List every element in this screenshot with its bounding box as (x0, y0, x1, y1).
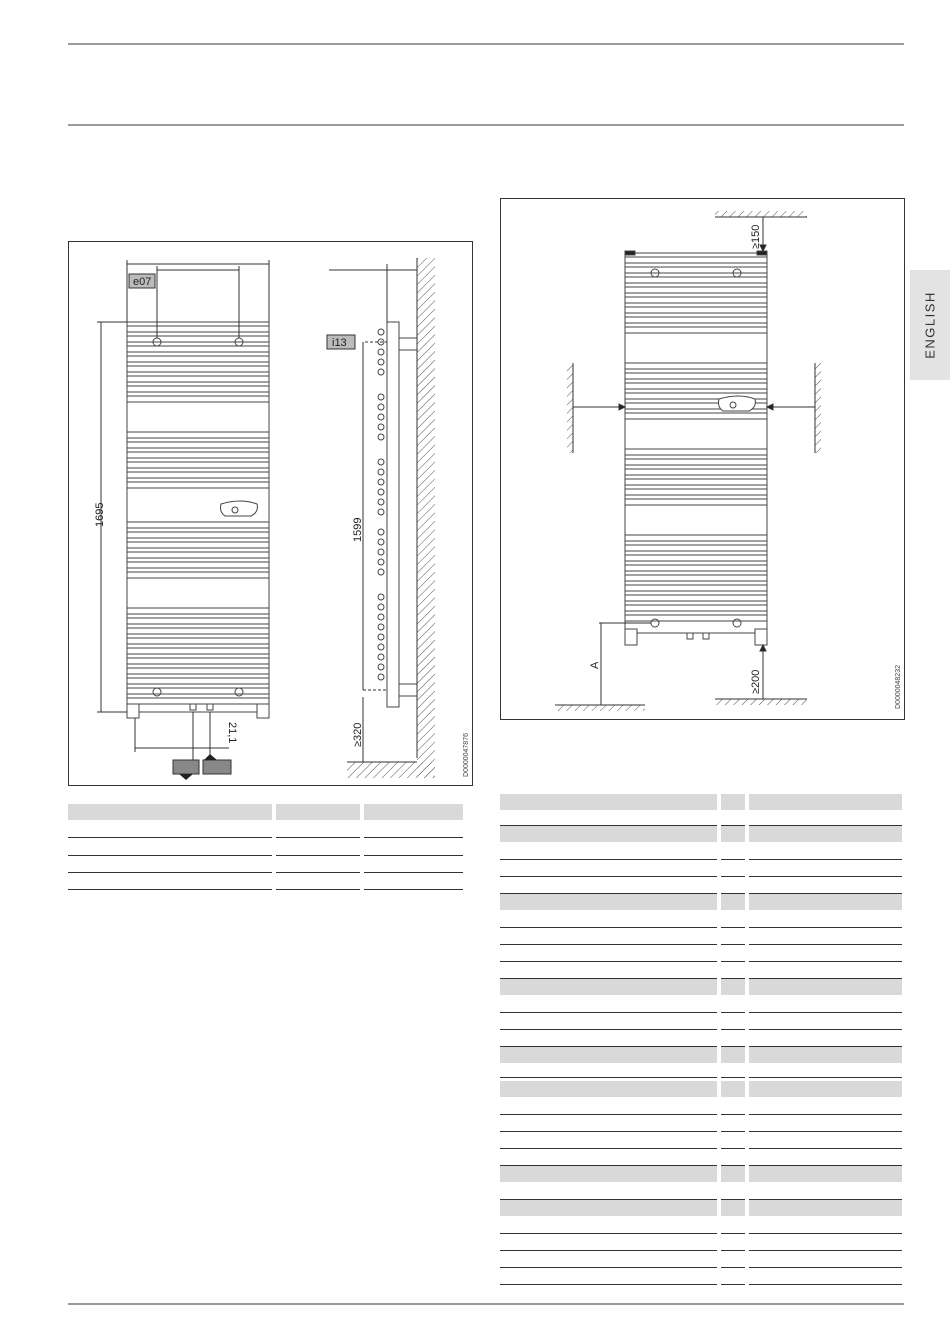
section-band (500, 1081, 902, 1097)
radiator-front-view (127, 322, 269, 718)
section-band (500, 1166, 902, 1182)
return-pipe-marker (203, 760, 231, 774)
drawing-code-left: D0000047876 (463, 733, 470, 777)
table-row (500, 880, 902, 894)
table-row (500, 914, 902, 928)
label-bottom-min-right: ≥200 (750, 669, 762, 694)
label-height-pitch: 1599 (352, 517, 364, 542)
column-gap (717, 794, 721, 1286)
top-rule (68, 43, 904, 45)
table-row (500, 948, 902, 962)
table-row (500, 931, 902, 945)
left-wall-hatch (567, 363, 573, 453)
section-band (500, 979, 902, 995)
supply-pipe-marker (173, 760, 199, 774)
table-row (500, 1254, 902, 1268)
floor-hatch (347, 762, 435, 778)
left-table-row (364, 876, 463, 890)
header-rule (68, 124, 904, 126)
left-table-row (68, 859, 272, 873)
ceiling-hatch (715, 211, 807, 217)
left-table-row (276, 876, 360, 890)
table-row (500, 1271, 902, 1285)
table-row (500, 999, 902, 1013)
radiator-side-view (378, 322, 417, 707)
dimension-drawing-left (68, 241, 473, 786)
label-a: A (589, 661, 601, 669)
clearance-svg (501, 199, 904, 719)
left-table-header-3 (364, 804, 463, 820)
left-table-row (364, 859, 463, 873)
table-row (500, 1152, 902, 1166)
label-height-total: 1695 (94, 502, 106, 527)
table-row (500, 1016, 902, 1030)
drawing-code-right: D0000048232 (895, 665, 902, 709)
label-i13: i13 (332, 337, 347, 349)
section-band (500, 826, 902, 842)
left-table-row (364, 824, 463, 838)
left-table-row (68, 876, 272, 890)
radiator-clearance-view (625, 251, 767, 645)
floor-right-hatch (715, 699, 807, 705)
table-row (500, 1033, 902, 1047)
column-gap (745, 794, 749, 1286)
left-table-header-2 (276, 804, 360, 820)
left-table-row (276, 842, 360, 856)
label-e07: e07 (133, 276, 152, 288)
left-table-row (276, 859, 360, 873)
floor-left-hatch (555, 705, 645, 711)
left-table-header-1 (68, 804, 272, 820)
section-band (500, 1200, 902, 1216)
right-table (500, 794, 902, 1286)
right-table-header-1 (500, 794, 717, 810)
table-row (500, 1186, 902, 1200)
table-row (500, 846, 902, 860)
radiator-dimensions-svg (69, 242, 472, 785)
label-bottom-min: ≥320 (352, 722, 364, 747)
table-row (500, 965, 902, 979)
right-table-header-3 (749, 794, 902, 810)
footer-rule (68, 1303, 904, 1305)
table-row (500, 1220, 902, 1234)
left-table (68, 804, 463, 890)
language-tab[interactable] (910, 270, 950, 380)
right-table-header-2 (721, 794, 745, 810)
section-band (500, 1047, 902, 1063)
table-row (500, 1066, 902, 1078)
left-table-row (276, 824, 360, 838)
left-table-row (68, 824, 272, 838)
table-row (500, 863, 902, 877)
language-tab-label: ENGLISH (922, 291, 938, 359)
table-row (500, 1118, 902, 1132)
left-table-row (364, 842, 463, 856)
label-offset: 21,1 (226, 722, 238, 744)
left-table-row (68, 842, 272, 856)
table-row (500, 1135, 902, 1149)
right-wall-hatch (815, 363, 821, 453)
label-top-min: ≥150 (750, 224, 762, 249)
table-row (500, 1237, 902, 1251)
table-row (500, 1101, 902, 1115)
wall-hatch (417, 258, 435, 778)
section-band (500, 894, 902, 910)
clearance-drawing-right (500, 198, 905, 720)
table-row (500, 814, 902, 826)
